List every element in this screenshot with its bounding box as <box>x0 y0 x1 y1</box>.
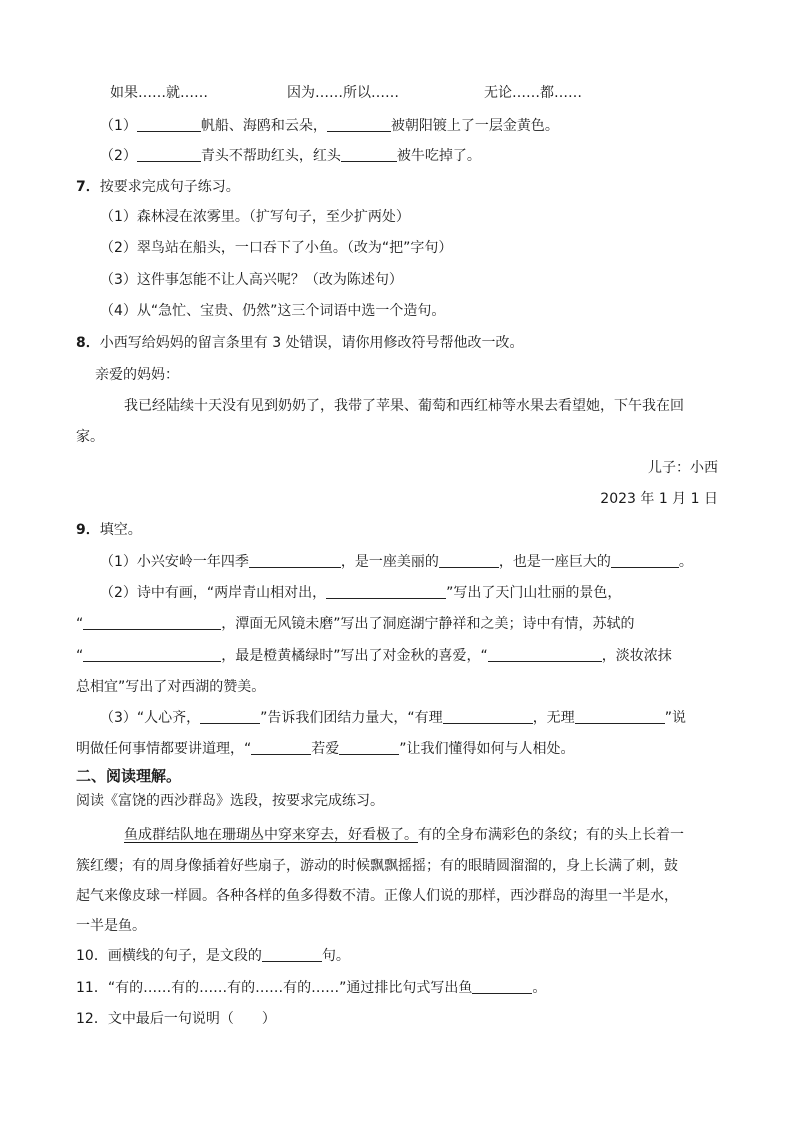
answer-blank[interactable] <box>83 647 221 662</box>
question-11: 11．“有的……有的……有的……有的……”通过排比句式写出鱼 。 <box>76 980 547 996</box>
option-wulun-dou: 无论……都…… <box>484 85 582 101</box>
answer-blank[interactable] <box>83 615 221 630</box>
passage-line-1: 鱼成群结队地在珊瑚丛中穿来穿去，好看极了。有的全身布满彩色的条纹；有的头上长着一 <box>124 827 684 843</box>
underlined-sentence: 鱼成群结队地在珊瑚丛中穿来穿去，好看极了。 <box>124 827 418 843</box>
q9-line-3: “ ，潭面无风镜未磨”写出了洞庭湖宁静祥和之美；诗中有情，苏轼的 <box>76 616 635 632</box>
passage-line-4: 一半是鱼。 <box>76 918 146 934</box>
note-date: 2023 年 1 月 1 日 <box>600 491 718 507</box>
question-8-title: 8．小西写给妈妈的留言条里有 3 处错误，请你用修改符号帮他改一改。 <box>76 335 524 351</box>
q6-sentence-1: （1） 帆船、海鸥和云朵， 被朝阳镀上了一层金黄色。 <box>100 118 559 134</box>
note-body-line-2: 家。 <box>76 429 104 445</box>
note-greeting: 亲爱的妈妈： <box>95 367 179 383</box>
answer-blank[interactable] <box>575 709 665 724</box>
answer-blank[interactable] <box>262 947 322 962</box>
answer-blank[interactable] <box>341 147 397 162</box>
answer-blank[interactable] <box>443 709 533 724</box>
section-heading: 二、阅读理解。 <box>76 767 182 785</box>
answer-blank[interactable] <box>327 117 391 132</box>
answer-blank[interactable] <box>326 584 446 599</box>
q6-sentence-2: （2） 青头不帮助红头，红头 被牛吃掉了。 <box>100 148 481 164</box>
answer-blank[interactable] <box>472 979 532 994</box>
option-yinwei-suoyi: 因为……所以…… <box>287 85 399 101</box>
q9-line-7: 明做任何事情都要讲道理，“ 若爱 ”让我们懂得如何与人相处。 <box>76 741 575 757</box>
q7-item-1: （1）森林浸在浓雾里。（扩写句子，至少扩两处） <box>100 209 410 225</box>
passage-line-3: 起气来像皮球一样圆。各种各样的鱼多得数不清。正像人们说的那样，西沙群岛的海里一半是水， <box>76 888 678 904</box>
q7-item-2: （2）翠鸟站在船头，一口吞下了小鱼。（改为“把”字句） <box>100 240 453 256</box>
answer-blank[interactable] <box>249 553 341 568</box>
section-intro: 阅读《富饶的西沙群岛》选段，按要求完成练习。 <box>76 793 384 809</box>
note-signature: 儿子：小西 <box>648 460 718 476</box>
answer-blank[interactable] <box>488 647 602 662</box>
question-9-title: 9．填空。 <box>76 522 142 538</box>
q7-item-3: （3）这件事怎能不让人高兴呢？（改为陈述句） <box>100 272 403 288</box>
q9-line-5: 总相宜”写出了对西湖的赞美。 <box>76 679 266 695</box>
answer-blank[interactable] <box>339 740 399 755</box>
question-10: 10．画横线的句子，是文段的 句。 <box>76 948 350 964</box>
q9-line-6: （3）“人心齐， ”告诉我们团结力量大，“有理 ，无理 ”说 <box>100 710 686 726</box>
q7-item-4: （4）从“急忙、宝贵、仍然”这三个词语中选一个造句。 <box>100 303 446 319</box>
q9-line-4: “ ，最是橙黄橘绿时”写出了对金秋的喜爱，“ ，淡妆浓抹 <box>76 648 672 664</box>
answer-blank[interactable] <box>137 117 201 132</box>
q9-line-2: （2）诗中有画，“两岸青山相对出， ”写出了天门山壮丽的景色， <box>100 585 622 601</box>
q9-line-1: （1）小兴安岭一年四季 ，是一座美丽的 ，也是一座巨大的 。 <box>100 554 693 570</box>
answer-blank[interactable] <box>439 553 499 568</box>
answer-blank[interactable] <box>251 740 311 755</box>
note-body-line-1: 我已经陆续十天没有见到奶奶了，我带了苹果、葡萄和西红柿等水果去看望她，下午我在回 <box>124 398 684 414</box>
option-ruguo-jiu: 如果……就…… <box>110 85 208 101</box>
passage-line-2: 簇红缨；有的周身像插着好些扇子，游动的时候飘飘摇摇；有的眼睛圆溜溜的，身上长满了刺，鼓 <box>76 858 678 874</box>
answer-blank[interactable] <box>200 709 260 724</box>
question-12: 12．文中最后一句说明（ ） <box>76 1011 276 1027</box>
answer-blank[interactable] <box>137 147 201 162</box>
answer-blank[interactable] <box>611 553 679 568</box>
question-7-title: 7．按要求完成句子练习。 <box>76 179 240 195</box>
